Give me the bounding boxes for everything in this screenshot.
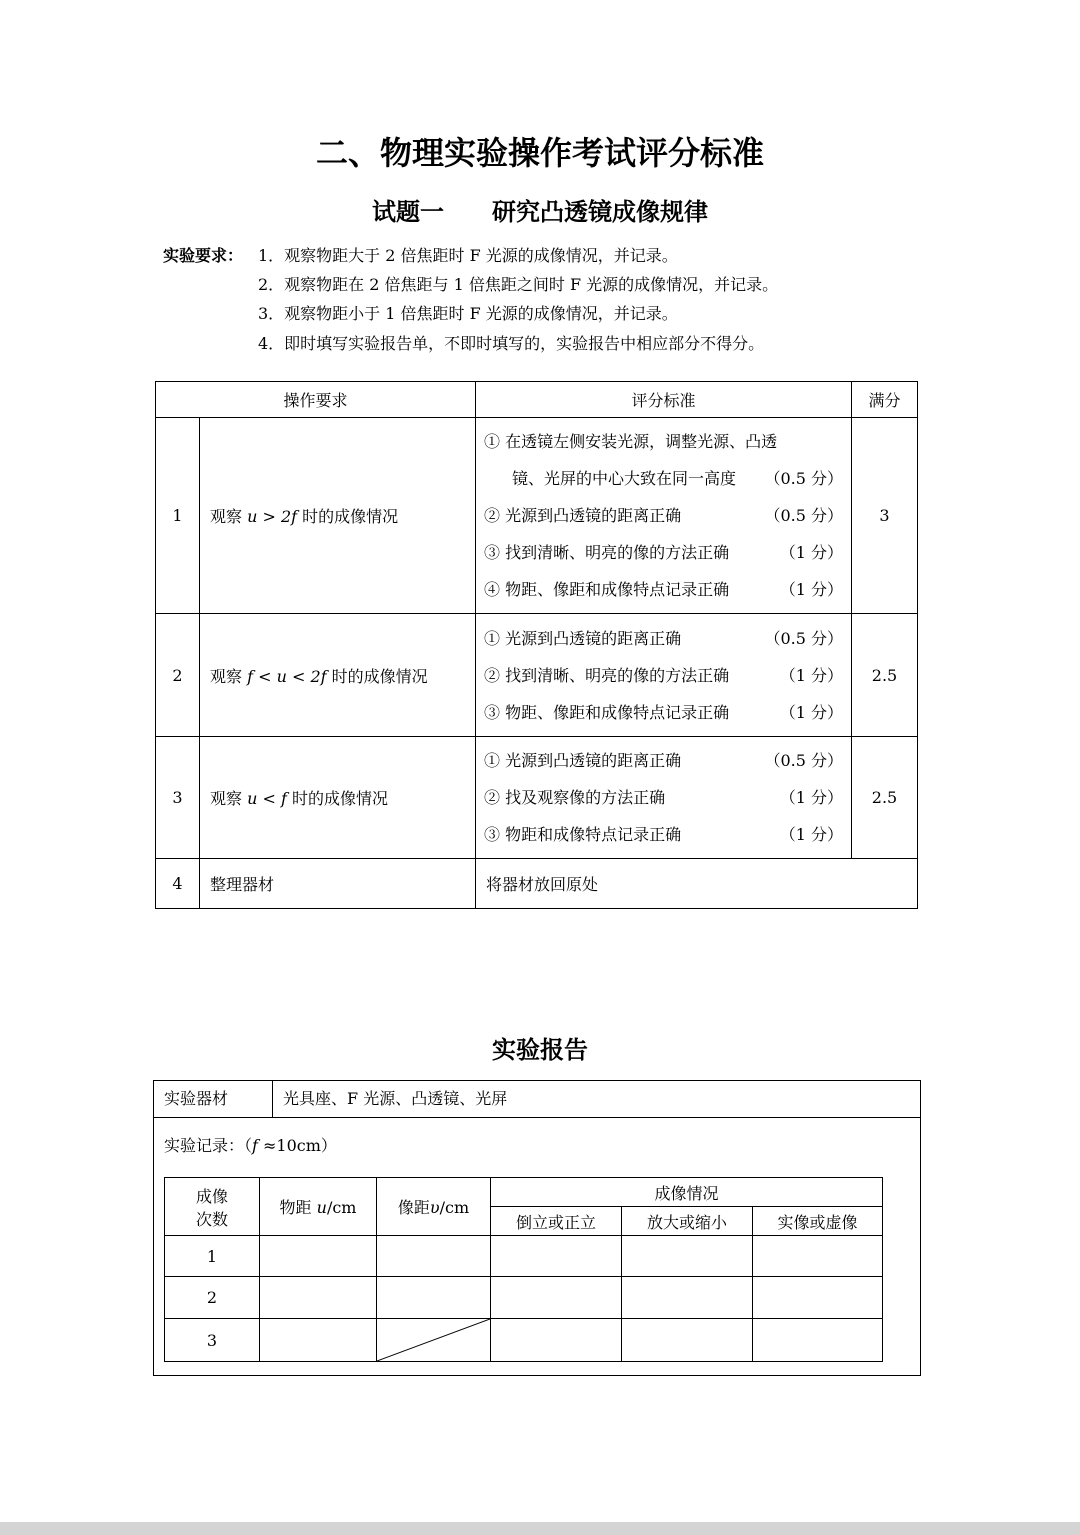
- condition-math: u > 2f: [247, 507, 298, 526]
- input-cell[interactable]: [377, 1277, 491, 1319]
- row-number: 2: [156, 614, 200, 737]
- input-cell[interactable]: [491, 1236, 622, 1277]
- question-name: 研究凸透镜成像规律: [492, 197, 708, 226]
- table-row: [156, 859, 918, 909]
- header-full-score: 满分: [852, 382, 918, 418]
- question-title: [0, 192, 1080, 232]
- full-score: 2.5: [852, 737, 918, 859]
- input-cell[interactable]: [491, 1277, 622, 1319]
- condition-math: u < f: [247, 789, 287, 808]
- table-row: [156, 614, 918, 737]
- header-real-virtual: 实像或虚像: [753, 1207, 883, 1236]
- full-score: 3: [852, 418, 918, 614]
- condition-math: f < u < 2f: [247, 666, 327, 686]
- requirements-label: 实验要求：: [163, 246, 244, 265]
- full-score: 2.5: [852, 614, 918, 737]
- equipment-label: 实验器材: [154, 1081, 273, 1117]
- criteria-list: ① 光源到凸透镜的距离正确 （0.5 分） ② 找及观察像的方法正确 （1 分） ③ 物距和成像特点记录正确 （1 分）: [476, 737, 852, 859]
- scoring-table: [155, 381, 918, 909]
- equipment-row: [154, 1081, 920, 1118]
- input-cell[interactable]: [622, 1319, 753, 1362]
- row-number: 3: [156, 737, 200, 859]
- input-cell[interactable]: [377, 1236, 491, 1277]
- row-number: 1: [165, 1236, 260, 1277]
- row-number: 4: [156, 859, 200, 909]
- input-cell[interactable]: [260, 1319, 377, 1362]
- requirement-item: 2．观察物距在 2 倍焦距与 1 倍焦距之间时 F 光源的成像情况，并记录。: [258, 275, 779, 294]
- row-number: 1: [156, 418, 200, 614]
- page-title: 二、物理实验操作考试评分标准: [315, 134, 764, 172]
- input-cell[interactable]: [753, 1236, 883, 1277]
- equipment-value: 光具座、F 光源、凸透镜、光屏: [283, 1089, 508, 1108]
- scoring-table-header: [156, 382, 918, 418]
- requirement-item: 1．观察物距大于 2 倍焦距时 F 光源的成像情况，并记录。: [258, 246, 678, 265]
- operation-requirement: 观察 u > 2f 时的成像情况: [200, 418, 476, 614]
- input-cell[interactable]: [753, 1319, 883, 1362]
- header-operation: 操作要求: [156, 382, 476, 418]
- header-magnification: 放大或缩小: [622, 1207, 753, 1236]
- diagonal-slash: [377, 1319, 490, 1361]
- report-form: [153, 1080, 921, 1376]
- operation-requirement: 整理器材: [200, 859, 476, 909]
- slashed-cell: [377, 1319, 491, 1362]
- criteria-text: 将器材放回原处: [476, 859, 918, 909]
- record-label: 实验记录：（f ≈10cm）: [164, 1136, 337, 1155]
- header-image-distance: 像距υ/cm: [377, 1178, 491, 1236]
- table-row: [156, 418, 918, 614]
- header-image-situation: 成像情况: [491, 1178, 883, 1207]
- criteria-list: ① 光源到凸透镜的距离正确 （0.5 分） ② 找到清晰、明亮的像的方法正确 （1 分） ③ 物距、像距和成像特点记录正确 （1 分）: [476, 614, 852, 737]
- operation-requirement: 观察 f < u < 2f 时的成像情况: [200, 614, 476, 737]
- input-cell[interactable]: [491, 1319, 622, 1362]
- input-cell[interactable]: [622, 1236, 753, 1277]
- row-number: 3: [165, 1319, 260, 1362]
- header-object-distance: 物距 u/cm: [260, 1178, 377, 1236]
- input-cell[interactable]: [753, 1277, 883, 1319]
- bottom-scroll-strip: [0, 1522, 1080, 1535]
- table-row: [156, 737, 918, 859]
- header-orientation: 倒立或正立: [491, 1207, 622, 1236]
- criteria-list: ① 在透镜左侧安装光源，调整光源、凸透 镜、光屏的中心大致在同一高度 （0.5 分） ② 光源到凸透镜的距离正确 （0.5 分） ③ 找到清晰、明亮的像的方法正确 （1 分） ④ 物距、像距和成像特点记录正确 （1 分）: [476, 418, 852, 614]
- header-criteria: 评分标准: [476, 382, 852, 418]
- header-count: 成像 次数: [165, 1178, 260, 1236]
- row-number: 2: [165, 1277, 260, 1319]
- requirement-item: 4．即时填写实验报告单，不即时填写的，实验报告中相应部分不得分。: [258, 334, 765, 353]
- input-cell[interactable]: [260, 1277, 377, 1319]
- table-row: [165, 1236, 883, 1277]
- table-row: [165, 1277, 883, 1319]
- question-code: 试题一: [372, 197, 444, 226]
- operation-requirement: 观察 u < f 时的成像情况: [200, 737, 476, 859]
- report-title: 实验报告: [492, 1035, 588, 1064]
- input-cell[interactable]: [622, 1277, 753, 1319]
- table-row: [165, 1319, 883, 1362]
- record-header-row: [165, 1178, 883, 1207]
- input-cell[interactable]: [260, 1236, 377, 1277]
- record-table: [164, 1177, 883, 1362]
- requirement-item: 3．观察物距小于 1 倍焦距时 F 光源的成像情况，并记录。: [258, 304, 678, 323]
